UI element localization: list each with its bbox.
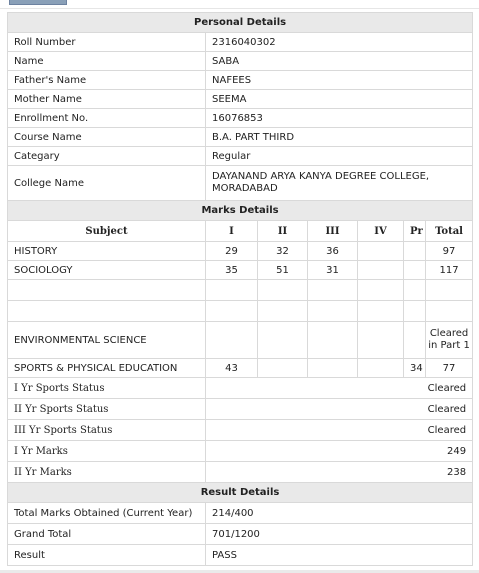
mark-cell: 32 — [258, 242, 308, 261]
total-cell — [426, 301, 473, 322]
status-value: Cleared — [206, 378, 473, 399]
mark-cell — [258, 280, 308, 301]
detail-label: Father's Name — [8, 71, 206, 90]
status-row — [8, 441, 473, 462]
mark-cell: 35 — [206, 261, 258, 280]
col-header-subject: Subject — [8, 221, 206, 242]
result-row-result — [8, 545, 473, 566]
mark-cell — [358, 261, 404, 280]
subject-cell — [8, 280, 206, 301]
result-row-total-marks — [8, 503, 473, 524]
detail-row-name — [8, 52, 473, 71]
detail-label: Name — [8, 52, 206, 71]
status-label: I Yr Marks — [8, 441, 206, 462]
total-cell — [426, 280, 473, 301]
detail-label: Categary — [8, 147, 206, 166]
mark-cell — [358, 280, 404, 301]
detail-value: B.A. PART THIRD — [206, 128, 473, 147]
status-row — [8, 399, 473, 420]
mark-cell — [404, 301, 426, 322]
mark-cell — [358, 359, 404, 378]
status-label: I Yr Sports Status — [8, 378, 206, 399]
result-value: PASS — [206, 545, 473, 566]
col-header-total: Total — [426, 221, 473, 242]
status-value: 249 — [206, 441, 473, 462]
detail-value: SABA — [206, 52, 473, 71]
marks-column-headers — [8, 221, 473, 242]
mark-cell — [404, 242, 426, 261]
detail-row-enrollment — [8, 109, 473, 128]
mark-cell — [206, 322, 258, 359]
detail-row-fathers-name — [8, 71, 473, 90]
header-divider — [0, 8, 479, 9]
mark-cell — [258, 359, 308, 378]
detail-value: NAFEES — [206, 71, 473, 90]
detail-value: 2316040302 — [206, 33, 473, 52]
section-title: Marks Details — [8, 201, 473, 221]
status-row — [8, 462, 473, 483]
mark-cell: 29 — [206, 242, 258, 261]
table-row — [8, 359, 473, 378]
detail-value: Regular — [206, 147, 473, 166]
result-row-grand-total — [8, 524, 473, 545]
detail-label: Enrollment No. — [8, 109, 206, 128]
mark-cell — [358, 242, 404, 261]
detail-label: Mother Name — [8, 90, 206, 109]
subject-cell: SPORTS & PHYSICAL EDUCATION — [8, 359, 206, 378]
mark-cell: 36 — [308, 242, 358, 261]
status-row — [8, 378, 473, 399]
status-row — [8, 420, 473, 441]
detail-value: 16076853 — [206, 109, 473, 128]
detail-value: DAYANAND ARYA KANYA DEGREE COLLEGE, MORADABAD — [206, 166, 473, 201]
section-title: Personal Details — [8, 13, 473, 33]
col-header-ii: II — [258, 221, 308, 242]
col-header-pr: Pr — [404, 221, 426, 242]
status-label: II Yr Sports Status — [8, 399, 206, 420]
status-label: III Yr Sports Status — [8, 420, 206, 441]
mark-cell: 31 — [308, 261, 358, 280]
top-bar — [0, 0, 479, 10]
mark-cell — [404, 261, 426, 280]
marks-details-header — [8, 201, 473, 221]
total-cell: 117 — [426, 261, 473, 280]
result-value: 214/400 — [206, 503, 473, 524]
result-label: Total Marks Obtained (Current Year) — [8, 503, 206, 524]
detail-row-category — [8, 147, 473, 166]
header-logo — [9, 0, 67, 5]
table-row — [8, 301, 473, 322]
table-row — [8, 242, 473, 261]
detail-row-roll-number — [8, 33, 473, 52]
mark-cell — [308, 322, 358, 359]
result-label: Grand Total — [8, 524, 206, 545]
detail-value: SEEMA — [206, 90, 473, 109]
result-table — [7, 12, 473, 566]
mark-cell: 34 — [404, 359, 426, 378]
subject-cell: SOCIOLOGY — [8, 261, 206, 280]
mark-cell — [404, 280, 426, 301]
detail-row-mother-name — [8, 90, 473, 109]
mark-cell: 51 — [258, 261, 308, 280]
table-row — [8, 322, 473, 359]
mark-cell — [206, 280, 258, 301]
result-details-header — [8, 483, 473, 503]
detail-label: Course Name — [8, 128, 206, 147]
mark-cell: 43 — [206, 359, 258, 378]
detail-row-college — [8, 166, 473, 201]
mark-cell — [404, 322, 426, 359]
personal-details-header — [8, 13, 473, 33]
detail-row-course — [8, 128, 473, 147]
subject-cell — [8, 301, 206, 322]
status-value: Cleared — [206, 420, 473, 441]
total-cell: 97 — [426, 242, 473, 261]
mark-cell — [358, 322, 404, 359]
total-cell: Cleared in Part 1 — [426, 322, 473, 359]
subject-cell: ENVIRONMENTAL SCIENCE — [8, 322, 206, 359]
col-header-i: I — [206, 221, 258, 242]
mark-cell — [308, 359, 358, 378]
status-value: 238 — [206, 462, 473, 483]
mark-cell — [308, 301, 358, 322]
col-header-iv: IV — [358, 221, 404, 242]
detail-label: Roll Number — [8, 33, 206, 52]
subject-cell: HISTORY — [8, 242, 206, 261]
table-row — [8, 280, 473, 301]
table-row — [8, 261, 473, 280]
mark-cell — [258, 322, 308, 359]
result-label: Result — [8, 545, 206, 566]
col-header-iii: III — [308, 221, 358, 242]
section-title: Result Details — [8, 483, 473, 503]
status-value: Cleared — [206, 399, 473, 420]
status-label: II Yr Marks — [8, 462, 206, 483]
mark-cell — [258, 301, 308, 322]
mark-cell — [308, 280, 358, 301]
detail-label: College Name — [8, 166, 206, 201]
mark-cell — [358, 301, 404, 322]
mark-cell — [206, 301, 258, 322]
total-cell: 77 — [426, 359, 473, 378]
result-value: 701/1200 — [206, 524, 473, 545]
